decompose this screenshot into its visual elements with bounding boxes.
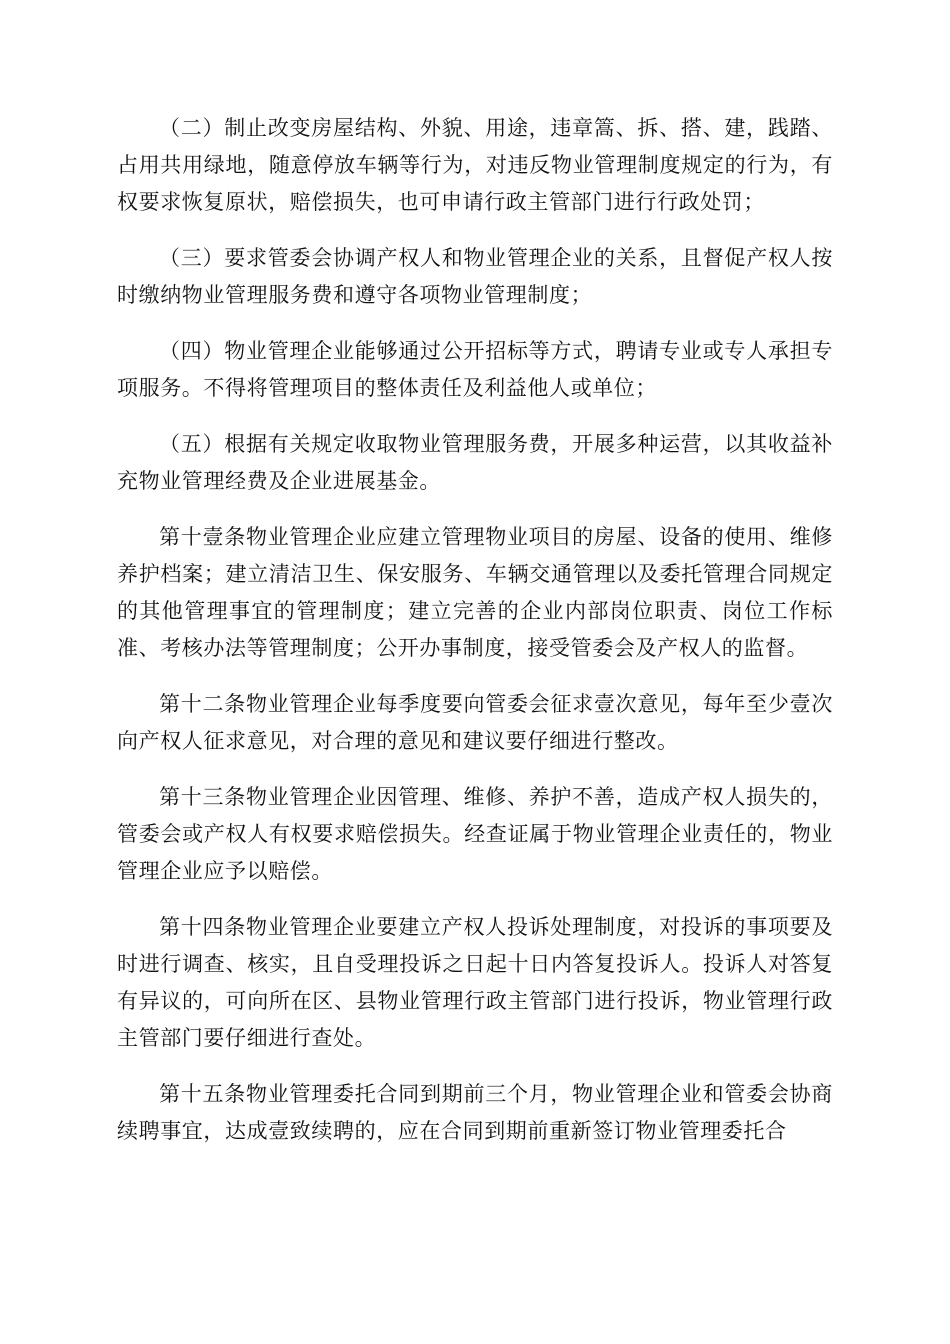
paragraph-item-4: （四）物业管理企业能够通过公开招标等方式，聘请专业或专人承担专项服务。不得将管理项目的整体责任及利益他人或单位； bbox=[117, 339, 833, 400]
article-13-paragraph: 第十三条物业管理企业因管理、维修、养护不善，造成产权人损失的，管委会或产权人有权要求赔偿损失。经查证属于物业管理企业责任的，物业管理企业应予以赔偿。 bbox=[117, 785, 833, 883]
article-12-paragraph: 第十二条物业管理企业每季度要向管委会征求壹次意见，每年至少壹次向产权人征求意见，对合理的意见和建议要仔细进行整改。 bbox=[117, 692, 833, 753]
paragraph-item-5: （五）根据有关规定收取物业管理服务费，开展多种运营，以其收益补充物业管理经费及企业进展基金。 bbox=[117, 432, 833, 493]
article-11-paragraph: 第十壹条物业管理企业应建立管理物业项目的房屋、设备的使用、维修养护档案；建立清洁卫生、保安服务、车辆交通管理以及委托管理合同规定的其他管理事宜的管理制度；建立完善的企业内部岗位职责、岗位工作标准、考核办法等管理制度；公开办事制度，接受管委会及产权人的监督。 bbox=[117, 525, 833, 660]
paragraph-item-3: （三）要求管委会协调产权人和物业管理企业的关系，且督促产权人按时缴纳物业管理服务费和遵守各项物业管理制度； bbox=[117, 246, 833, 307]
document-body bbox=[117, 110, 833, 1169]
article-15-paragraph: 第十五条物业管理委托合同到期前三个月，物业管理企业和管委会协商续聘事宜，达成壹致续聘的，应在合同到期前重新签订物业管理委托合 bbox=[117, 1082, 833, 1143]
article-14-paragraph: 第十四条物业管理企业要建立产权人投诉处理制度，对投诉的事项要及时进行调查、核实，且自受理投诉之日起十日内答复投诉人。投诉人对答复有异议的，可向所在区、县物业管理行政主管部门进行投诉，物业管理行政主管部门要仔细进行查处。 bbox=[117, 915, 833, 1050]
paragraph-item-2: （二）制止改变房屋结构、外貌、用途，违章篙、拆、搭、建，践踏、占用共用绿地，随意停放车辆等行为，对违反物业管理制度规定的行为，有权要求恢复原状，赔偿损失，也可申请行政主管部门进行行政处罚； bbox=[117, 116, 833, 214]
